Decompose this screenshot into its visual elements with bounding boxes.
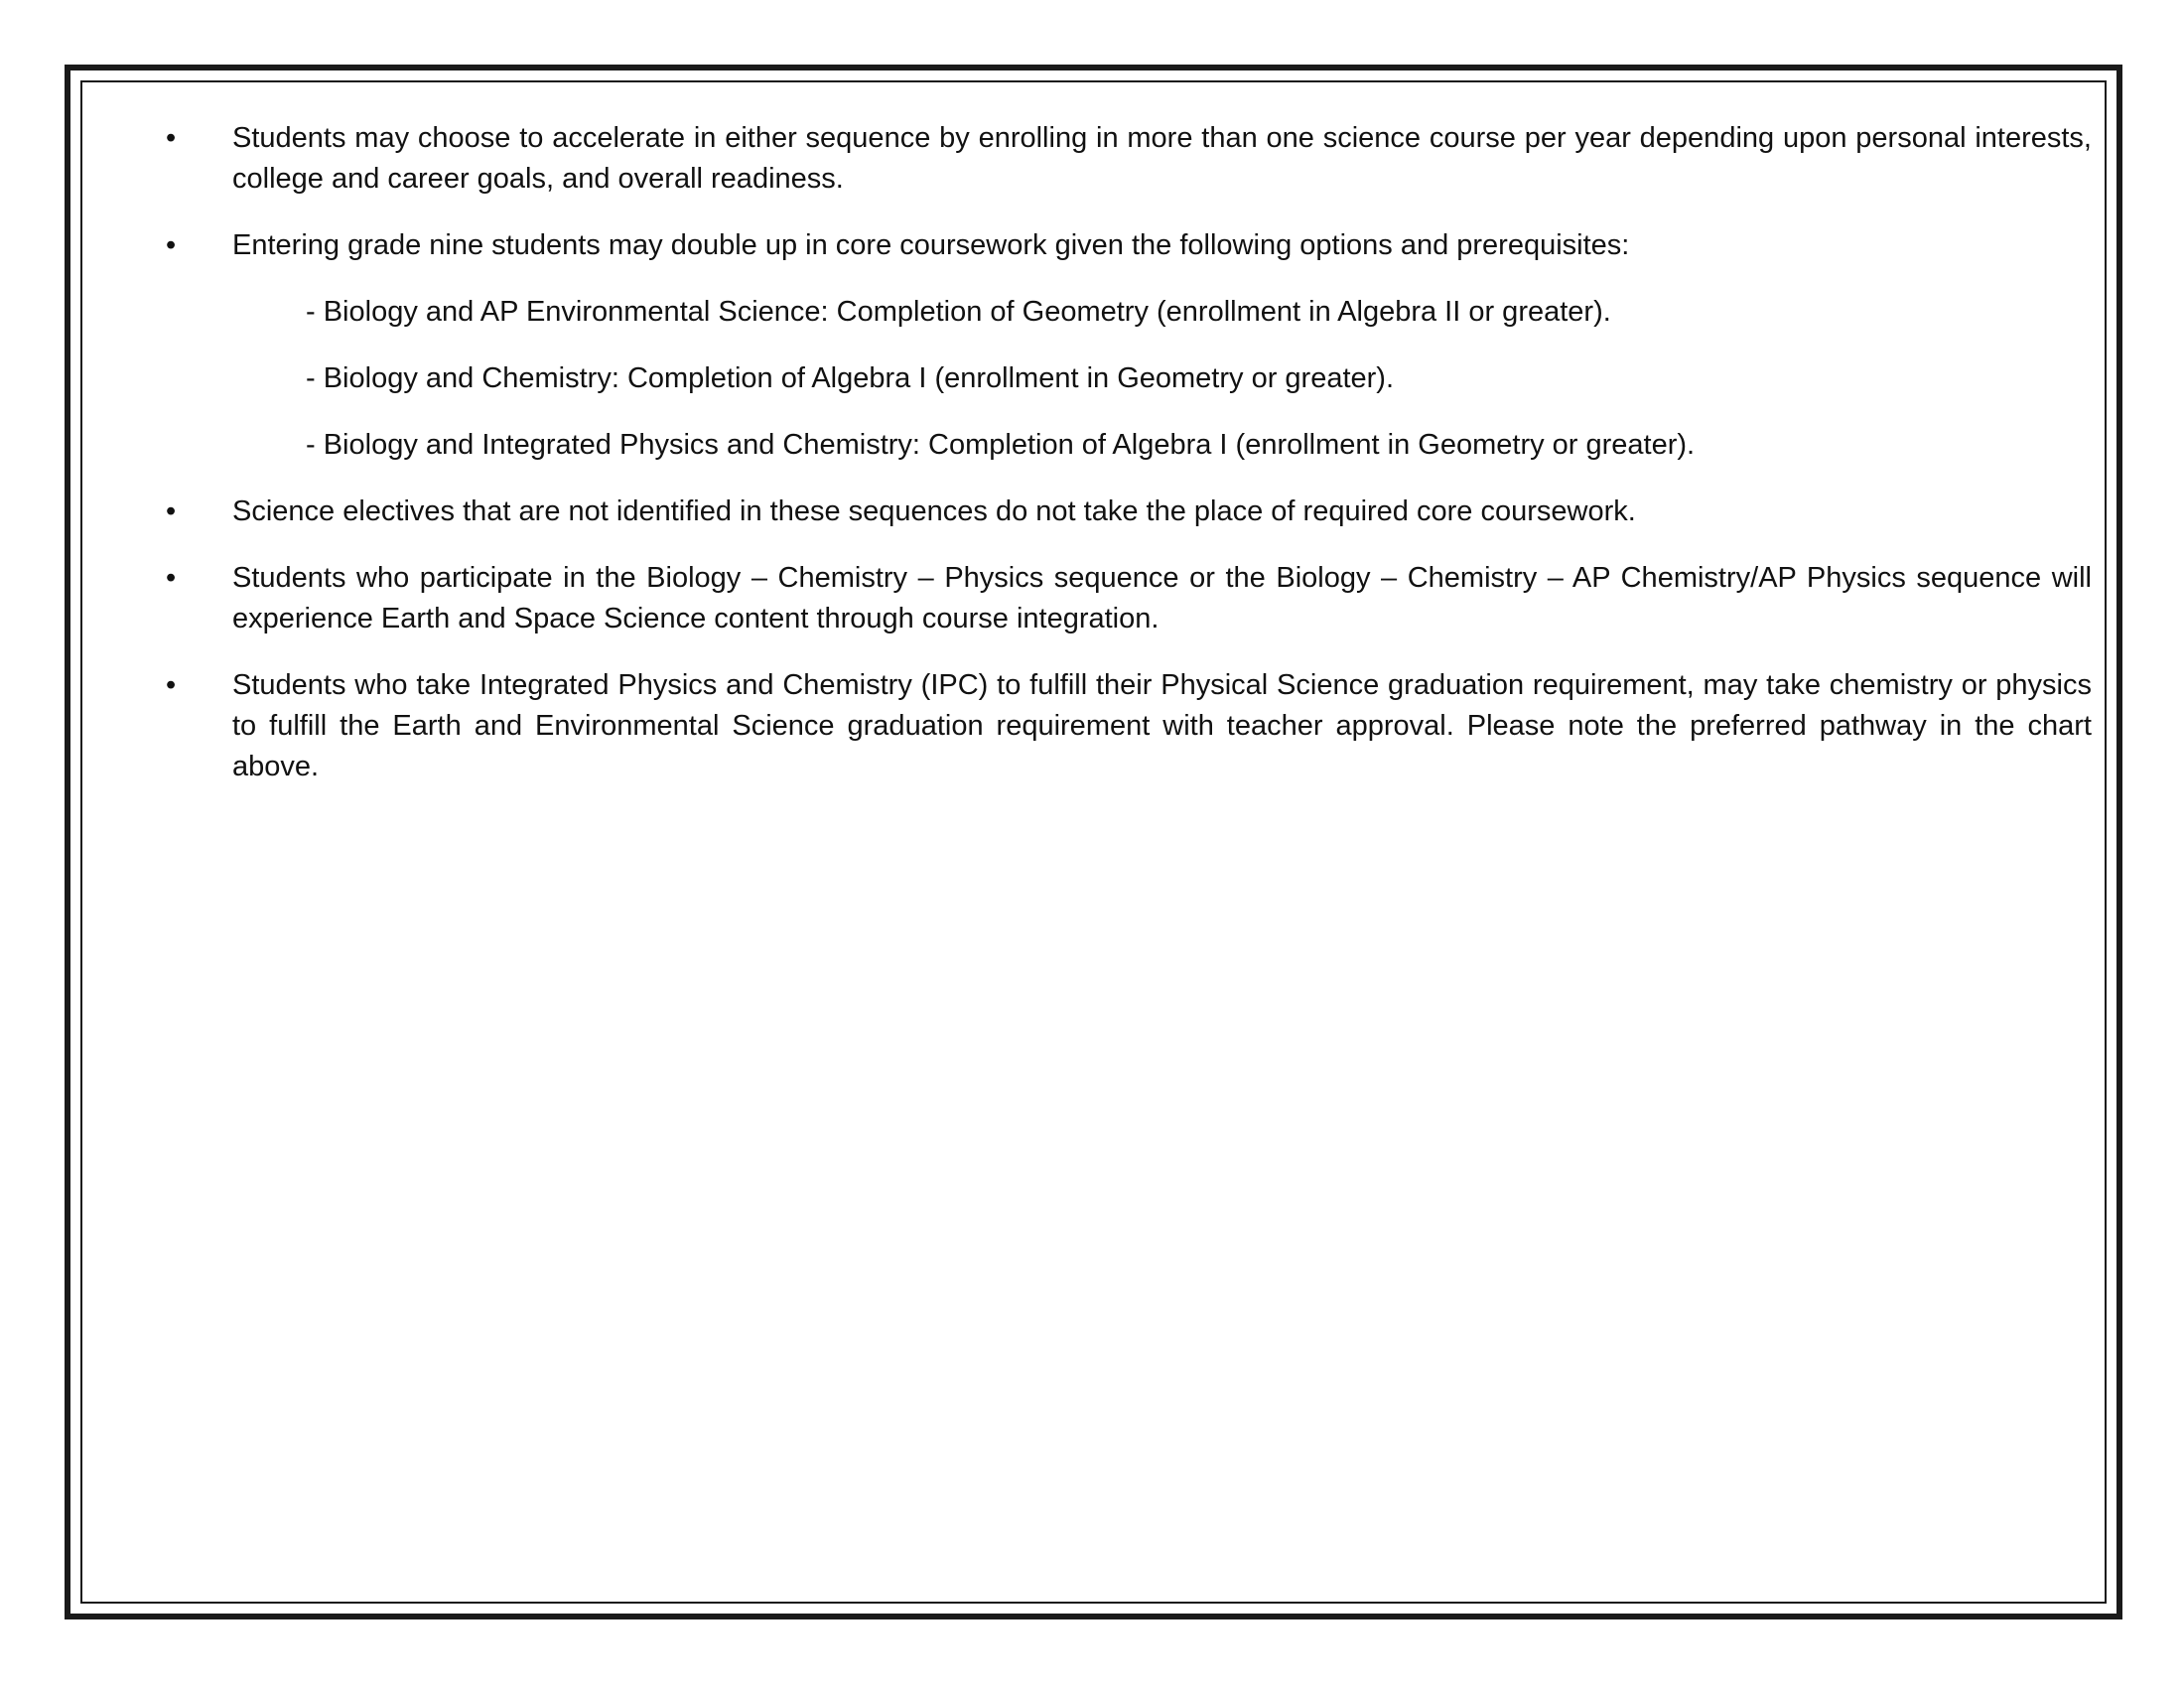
page-border-inner xyxy=(80,80,2107,1604)
bullet-icon: • xyxy=(166,495,177,527)
note-ipc-pathway xyxy=(166,665,2092,787)
note-earth-space-integration xyxy=(166,558,2092,639)
note-acceleration xyxy=(166,118,2092,200)
note-text: Students who take Integrated Physics and Chemistry (IPC) to fulfill their Physical Science graduation requirement, may take chemistry or physics to fulfill the Earth and Environmental Science graduation requirement with teacher approval. Please note the preferred pathway in the chart above. xyxy=(232,669,2092,782)
option-biology-apes: - Biology and AP Environmental Science: Completion of Geometry (enrollment in Algebra II or greater). xyxy=(306,296,1611,328)
bullet-icon: • xyxy=(166,229,177,261)
note-text: Students who participate in the Biology – Chemistry – Physics sequence or the Biology – Chemistry – AP Chemistry/AP Physics sequence will experience Earth and Space Science content through course integration. xyxy=(232,562,2092,634)
note-text: Entering grade nine students may double up in core coursework given the following options and prerequisites: xyxy=(232,229,1630,261)
note-text: Science electives that are not identified in these sequences do not take the place of required core coursework. xyxy=(232,495,1636,527)
page-border-outer xyxy=(65,65,2122,1619)
bullet-icon: • xyxy=(166,669,177,701)
note-double-up xyxy=(166,225,2092,466)
note-text: Students may choose to accelerate in either sequence by enrolling in more than one science course per year depending upon personal interests, college and career goals, and overall readiness. xyxy=(232,122,2092,195)
bullet-icon: • xyxy=(166,562,177,594)
double-up-options-list xyxy=(232,292,2092,466)
note-electives xyxy=(166,492,2092,532)
option-biology-ipc: - Biology and Integrated Physics and Chemistry: Completion of Algebra I (enrollment in Geometry or greater). xyxy=(306,429,1696,461)
option-biology-chemistry: - Biology and Chemistry: Completion of Algebra I (enrollment in Geometry or greater). xyxy=(306,362,1395,394)
notes-list xyxy=(166,118,2092,813)
bullet-icon: • xyxy=(166,122,177,154)
